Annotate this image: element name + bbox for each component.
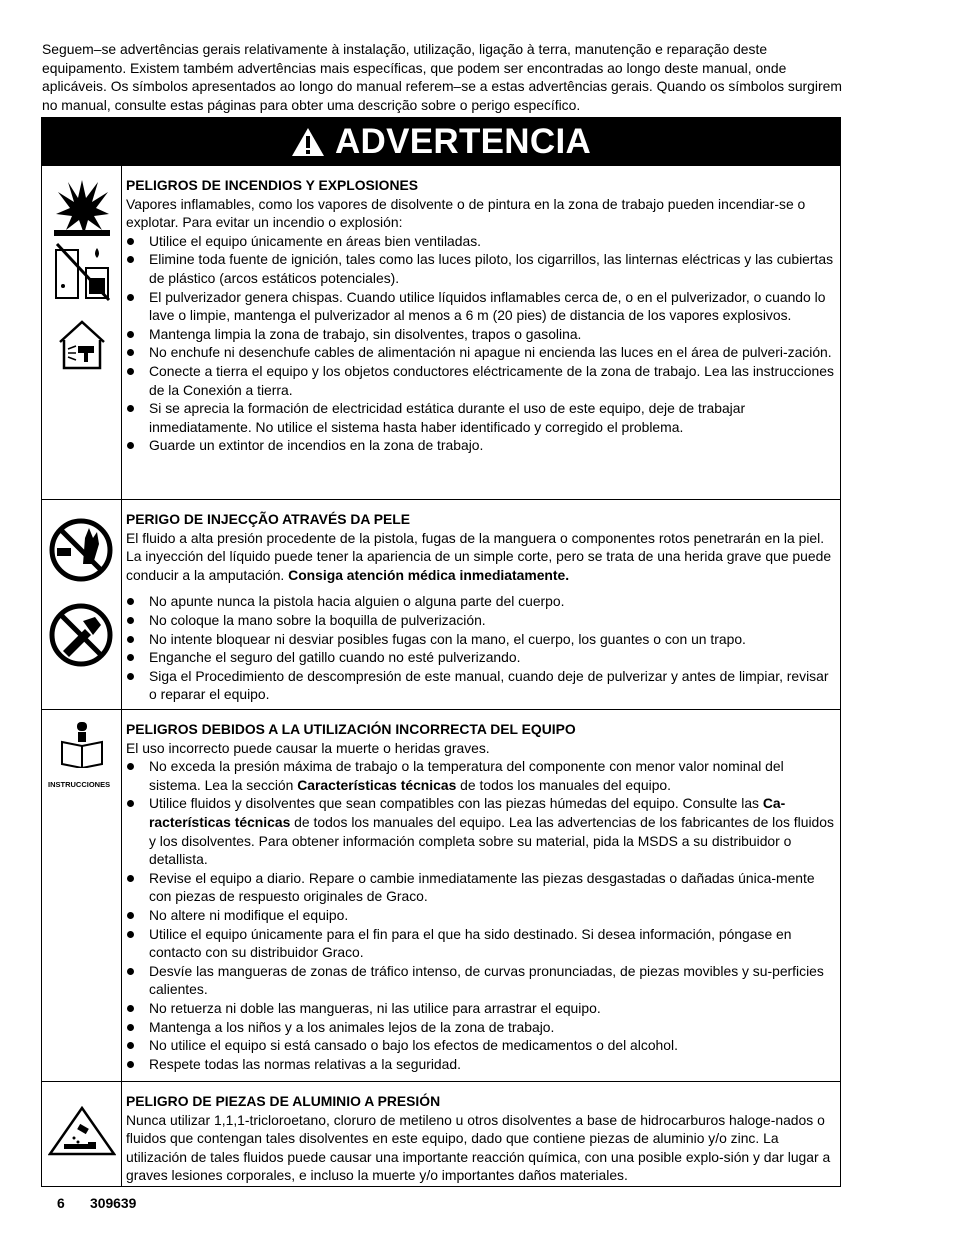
bullet-item: Desvíe las mangueras de zonas de tráfico intenso, de curvas pronunciadas, de piezas movibles y su-perficies calientes.: [126, 962, 836, 999]
bullet-item: No utilice el equipo si está cansado o bajo los efectos de medicamentos o del alcohol.: [126, 1036, 836, 1055]
no-hand-on-tip-icon: [49, 603, 113, 667]
warning-box: [41, 117, 841, 1187]
intro-paragraph: Seguem–se advertências gerais relativamente à instalação, utilização, ligação à terra, manutenção e reparação deste equipamento. Existem também advertências mais específicas, que podem ser encontradas ao longo deste manual, onde aplicáveis. Os símbolos apresentados ao longo do manual referem–se a estas advertências gerais. Quando os símbolos surgirem no manual, consulte estas páginas para obter uma descrição sobre o perigo específico.: [42, 41, 842, 113]
bullet-item: Respete todas las normas relativas a la seguridad.: [126, 1055, 836, 1074]
bullet-item: Enganche el seguro del gatillo cuando no esté pulverizando.: [126, 648, 836, 667]
bullet-list: [126, 757, 836, 1073]
bullet-item: Elimine toda fuente de ignición, tales como las luces piloto, los cigarrillos, las linternas eléctricas y las cubiertas de plástico (arcos estáticos potenciales).: [126, 250, 836, 287]
page-number: 6: [57, 1195, 65, 1211]
bullet-item: Utilice el equipo únicamente en áreas bien ventiladas.: [126, 232, 836, 251]
bullet-item: No coloque la mano sobre la boquilla de pulverización.: [126, 611, 836, 630]
section-title: PELIGROS DE INCENDIOS Y EXPLOSIONES: [126, 177, 419, 193]
warning-banner: [42, 118, 840, 166]
bullet-item: Mantenga limpia la zona de trabajo, sin disolventes, trapos o gasolina.: [126, 325, 836, 344]
bullet-text: Utilice fluidos y disolventes que sean compatibles con las piezas húmedas del equipo. Consulte las: [149, 795, 763, 812]
section-intro-text: El fluido a alta presión procedente de la pistola, fugas de la manguera o componentes rotos penetrarán en la piel. La inyección del líquido puede tener la apariencia de un simple corte, pero se trata de una herida grave que puede conducir a la amputación.: [126, 529, 832, 583]
no-spray-at-hand-icon: [49, 518, 113, 582]
read-manual-icon: [60, 722, 104, 768]
bullet-item: Conecte a tierra el equipo y los objetos conductores eléctricamente de la zona de trabajo. Lea las instrucciones de la Conexión a tierra.: [126, 362, 836, 399]
section-intro: [126, 529, 836, 585]
no-ignition-sources-icon: [53, 242, 111, 302]
section-title: PELIGROS DEBIDOS A LA UTILIZACIÓN INCORRECTA DEL EQUIPO: [126, 721, 576, 737]
bullet-text: de todos los manuales del equipo.: [456, 776, 672, 793]
section-fire-explosion: [42, 165, 840, 500]
bullet-item: No enchufe ni desenchufe cables de alimentación ni apague ni encienda las luces en el área de pulveri-zación.: [126, 343, 836, 362]
bullet-item: Si se aprecia la formación de electricidad estática durante el uso de este equipo, deje de trabajar inmediatamente. No utilice el sistema hasta haber identificado y corregido el problema.: [126, 399, 836, 436]
bullet-emphasis: Características técnicas: [297, 776, 457, 793]
bullet-item: No altere ni modifique el equipo.: [126, 906, 836, 925]
section-skin-injection: [42, 499, 840, 710]
bullet-list: [126, 232, 836, 455]
bullet-item: Utilice el equipo únicamente para el fin para el que ha sido destinado. Si desea información, póngase en contacto con su distribuidor Graco.: [126, 925, 836, 962]
explosion-icon: [54, 178, 110, 236]
bullet-item: No apunte nunca la pistola hacia alguien o alguna parte del cuerpo.: [126, 592, 836, 611]
section-intro-emphasis: Consiga atención médica inmediatamente.: [288, 566, 570, 583]
bullet-item: Revise el equipo a diario. Repare o cambie inmediatamente las piezas desgastadas o dañadas única-mente con piezas de respuesto originales de Graco.: [126, 869, 836, 906]
banner-title: ADVERTENCIA: [334, 122, 592, 161]
section-intro: Vapores inflamables, como los vapores de disolvente o de pintura en la zona de trabajo pueden incendiar-se o explotar. Para evitar un incendio o explosión:: [126, 195, 806, 231]
bullet-item: [126, 757, 836, 794]
bullet-item: Siga el Procedimiento de descompresión de este manual, cuando deje de pulverizar y antes de limpiar, revisar o reparar el equipo.: [126, 667, 836, 704]
bullet-item: Guarde un extintor de incendios en la zona de trabajo.: [126, 436, 836, 455]
bullet-item: El pulverizador genera chispas. Cuando utilice líquidos inflamables cerca de, o en el pulverizador, o cuando lo lave o limpie, mantenga el pulverizador al menos a 6 m (20 pies) de distancia de los vapores explosivos.: [126, 288, 836, 325]
bullet-emphasis: Ca-racterísticas técnicas: [149, 795, 786, 830]
section-aluminum-parts: [42, 1081, 840, 1187]
bullet-item: No retuerza ni doble las mangueras, ni las utilice para arrastrar el equipo.: [126, 999, 836, 1018]
document-number: 309639: [90, 1195, 137, 1211]
section-title: PELIGRO DE PIEZAS DE ALUMINIO A PRESIÓN: [126, 1093, 441, 1109]
instructions-label: INSTRUCCIONES: [48, 780, 111, 789]
bullet-item: [126, 794, 836, 868]
bullet-text: No exceda la presión máxima de trabajo o la temperatura del componente con menor valor nominal del sistema. Lea la sección: [149, 758, 784, 793]
section-icon-column: [42, 710, 122, 1082]
section-icon-column: [42, 500, 122, 710]
section-icon-column: [42, 166, 122, 500]
section-equipment-misuse: [42, 709, 840, 1082]
warning-triangle-icon: [291, 127, 325, 157]
section-icon-column: [42, 1082, 122, 1187]
corrosive-chemical-icon: [48, 1106, 116, 1156]
ventilated-area-icon: [56, 318, 108, 372]
bullet-item: No intente bloquear ni desviar posibles fugas con la mano, el cuerpo, los guantes o con un trapo.: [126, 630, 836, 649]
bullet-list: [126, 592, 836, 704]
section-intro: Nunca utilizar 1,1,1-tricloroetano, cloruro de metileno u otros disolventes a base de hidrocarburos haloge-nados o fluidos que contengan tales disolventes en este equipo, dado que contiene piezas de aluminio y/o zinc. La utilización de tales fluidos puede causar una importante reacción química, con una posible explo-sión y dar lugar a graves lesiones corporales, e incluso la muerte y/o importantes daños materiales.: [126, 1111, 831, 1184]
bullet-text: de todos los manuales del equipo. Lea las advertencias de los fabricantes de los fluidos y los disolventes. Para obtener información completa sobre su material, pida la MSDS a su distribuidor o detallista.: [149, 813, 834, 868]
section-intro: El uso incorrecto puede causar la muerte o heridas graves.: [126, 739, 490, 756]
bullet-item: Mantenga a los niños y a los animales lejos de la zona de trabajo.: [126, 1018, 836, 1037]
section-title: PERIGO DE INJECÇÃO ATRAVÉS DA PELE: [126, 511, 411, 527]
